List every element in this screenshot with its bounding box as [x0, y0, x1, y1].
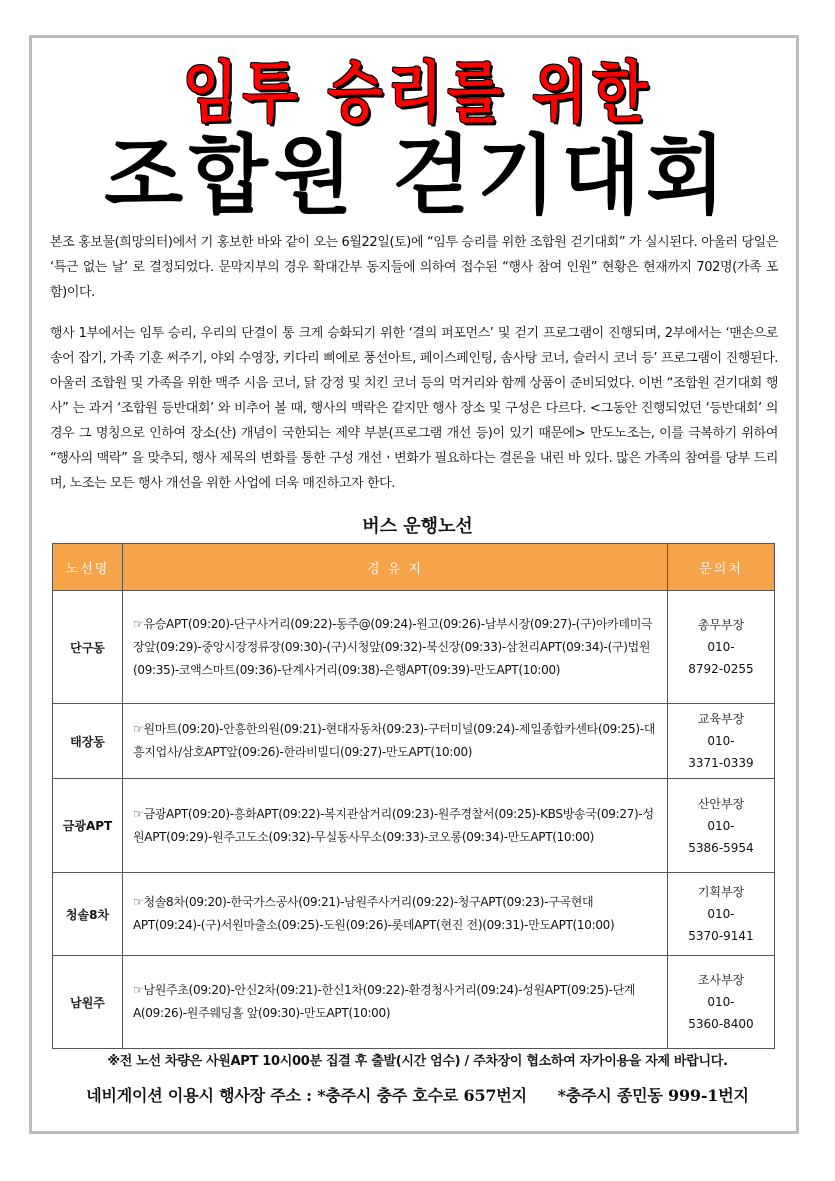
bus-routes-table: [52, 543, 775, 1049]
route-stops: ☞청솔8차(09:20)-한국가스공사(09:21)-남원주사거리(09:22)-청구APT(09:23)-구곡현대APT(09:24)-(구)서원마출소(09:25)-도원(09:26)-롯데APT(현진 전)(09:31)-만도APT(10:00): [123, 873, 668, 956]
route-name: 청솔8차: [53, 873, 123, 956]
contact-role: 기획부장: [697, 885, 745, 899]
contact-phone-number: 5386-5954: [688, 840, 754, 855]
header-route: 노선명: [53, 544, 123, 591]
table-row: [53, 704, 775, 779]
route-name: 남원주: [53, 956, 123, 1049]
route-contact: [668, 956, 775, 1049]
route-stops: ☞금광APT(09:20)-흥화APT(09:22)-복지관삼거리(09:23)-원주경찰서(09:25)-KBS방송국(09:27)-성원APT(09:29)-원주고도소(09:32)-무실동사무소(09:33)-코오롱(09:34)-만도APT(10:00): [123, 779, 668, 873]
route-contact: [668, 704, 775, 779]
contact-phone-number: 5360-8400: [688, 1017, 754, 1031]
table-row: [53, 956, 775, 1049]
address-line-2: *충주시 종민동 999-1번지: [557, 1086, 749, 1105]
venue-address: [0, 1083, 835, 1106]
route-contact: [668, 873, 775, 956]
contact-phone-prefix: 010-: [707, 734, 735, 748]
route-stops: ☞남원주초(09:20)-안신2차(09:21)-한신1차(09:22)-환경청사거리(09:24)-성원APT(09:25)-단계A(09:26)-원주웨딩홀 앞(09:30)-만도APT(10:00): [123, 956, 668, 1049]
bus-routes-title: 버스 운행노선: [362, 516, 473, 537]
contact-phone-prefix: 010-: [707, 995, 735, 1009]
table-row: [53, 591, 775, 704]
contact-phone-number: 5370-9141: [688, 929, 754, 943]
intro-paragraph: 본조 홍보물(희망의터)에서 기 홍보한 바와 같이 오는 6월22일(토)에 “임투 승리를 위한 조합원 걷기대회” 가 실시된다. 아울러 당일은 ‘특근 없는 날’ 로 결정되었다. 문막지부의 경우 확대간부 동지들에 의하여 접수된 “행사 참여 인원” 현황은 현재까지 702명(가족 포함)이다.: [50, 235, 778, 300]
contact-phone-prefix: 010-: [707, 818, 735, 833]
contact-role: 조사부장: [697, 973, 745, 987]
address-label: 네비게이션 이용시 행사장 주소 :: [86, 1086, 312, 1105]
address-line-1: *충주시 충주 호수로 657번지: [317, 1086, 527, 1105]
departure-notice: ※전 노선 차량은 사원APT 10시00분 집결 후 출발(시간 엄수) / 주차장이 협소하여 자가이용을 자제 바랍니다.: [107, 1054, 728, 1069]
route-name: 단구동: [53, 591, 123, 704]
contact-role: 교육부장: [697, 712, 745, 726]
headline-red: 임투 승리를 위한: [182, 54, 653, 131]
route-contact: [668, 779, 775, 873]
header-stops: 경 유 지: [123, 544, 668, 591]
contact-phone-number: 8792-0255: [688, 662, 754, 676]
contact-role: 총무부장: [697, 618, 745, 632]
route-stops: ☞유승APT(09:20)-단구사거리(09:22)-동주@(09:24)-원고(09:26)-남부시장(09:27)-(구)아카데미극장앞(09:29)-중앙시장정류장(09:30)-(구)시청앞(09:32)-북신장(09:33)-삼천리APT(09:34)-(구)법원(09:35)-코액스마트(09:36)-단계사거리(09:38)-은행APT(09:39)-만도APT(10:00): [123, 591, 668, 704]
program-paragraph: 행사 1부에서는 임투 승리, 우리의 단결이 통 크게 승화되기 위한 ‘결의 퍼포먼스’ 및 걷기 프로그램이 진행되며, 2부에서는 ‘맨손으로 송어 잡기, 가족 기훈 써주기, 야외 수영장, 키다리 삐에로 풍선아트, 페이스페인팅, 솜사탕 코너, 슬러시 코너 등’ 프로그램이 진행된다. 아울러 조합원 및 가족을 위한 맥주 시음 코너, 닭 강정 및 치킨 코너 등의 먹거리와 함께 상품이 준비되었다. 이번 “조합원 걷기대회 행사” 는 과거 ‘조합원 등반대회’ 와 비추어 볼 때, 행사의 맥락은 같지만 행사 장소 및 구성은 다르다. <그동안 진행되었던 ‘등반대회’ 의 경우 그 명칭으로 인하여 장소(산) 개념이 국한되는 제약 부분(프로그램 개선 등)이 있기 때문에> 만도노조는, 이를 극복하기 위하여 “행사의 맥락” 을 맞추되, 행사 제목의 변화를 통한 구성 개선ㆍ변화가 필요하다는 결론을 내린 바 있다. 많은 가족의 참여를 당부 드리며, 노조는 모든 행사 개선을 위한 사업에 더욱 매진하고자 한다.: [50, 326, 778, 491]
table-header-row: [53, 544, 775, 591]
table-row: [53, 873, 775, 956]
table-row: [53, 779, 775, 873]
contact-role: 산안부장: [697, 796, 745, 811]
contact-phone-prefix: 010-: [707, 907, 735, 921]
contact-phone-prefix: 010-: [707, 640, 735, 654]
header-contact: 문의처: [668, 544, 775, 591]
route-stops: ☞원마트(09:20)-안흥한의원(09:21)-현대자동차(09:23)-구터미널(09:24)-제일종합카센타(09:25)-대흥지업사/삼호APT앞(09:26)-한라비빌디(09:27)-만도APT(10:00): [123, 704, 668, 779]
route-name: 금광APT: [53, 779, 123, 873]
headline-black: 조합원 걷기대회: [104, 126, 731, 226]
route-contact: [668, 591, 775, 704]
route-name: 태장동: [53, 704, 123, 779]
contact-phone-number: 3371-0339: [688, 756, 754, 770]
